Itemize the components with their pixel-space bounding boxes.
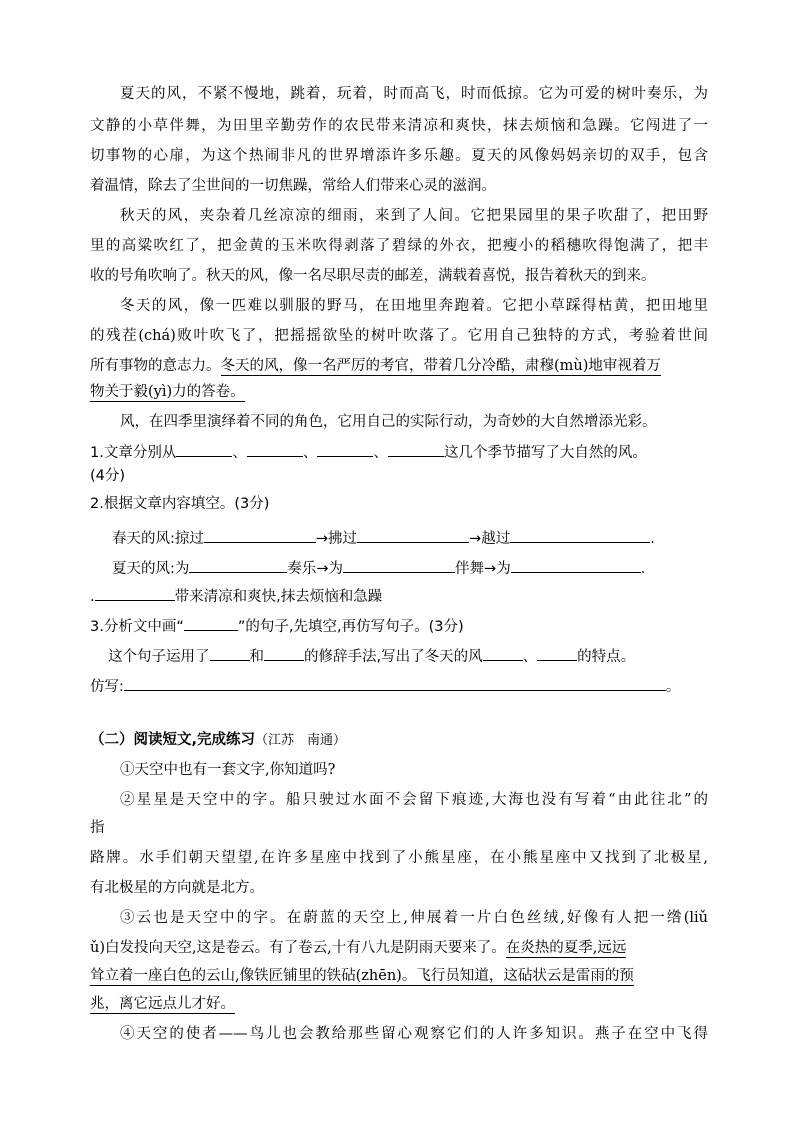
underlined-sentence: 物关于毅(yì)力的答卷。: [90, 384, 245, 400]
underlined-sentence: 耸立着一座白色的云山,像铁匠铺里的铁砧(zhēn)。飞行员知道，这砧状云是雷雨的预: [90, 968, 634, 984]
question-1: [90, 440, 708, 463]
q3-text: 和: [249, 649, 264, 665]
passage2-line: [90, 966, 708, 986]
passage2-line: [90, 938, 708, 958]
q3-text: 。: [665, 679, 681, 695]
separator: 、: [232, 445, 247, 461]
answer-blank[interactable]: [204, 526, 316, 543]
answer-blank[interactable]: [510, 526, 650, 543]
answer-blank[interactable]: [343, 556, 455, 573]
q2-text: →拂过: [315, 531, 358, 547]
passage-line: 里的高粱吹红了，把金黄的玉米吹得剥落了碧绿的外衣，把瘦小的稻穗吹得饱满了，把丰: [90, 238, 708, 254]
passage-line: [90, 356, 708, 376]
passage-line: 秋天的风，夹杂着几丝凉凉的细雨，来到了人间。它把果园里的果子吹甜了，把田野: [120, 208, 708, 224]
answer-blank[interactable]: [95, 584, 175, 601]
q3-text: ”的句子,先填空,再仿写句子。(3分): [237, 619, 464, 635]
answer-blank[interactable]: [511, 556, 641, 573]
underline-sample: [184, 614, 238, 631]
passage2-line: ③云也是天空中的字。在蔚蓝的天空上,伸展着一片白色丝绒,好像有人把一绺(liǔ: [120, 910, 708, 926]
answer-blank[interactable]: [357, 526, 469, 543]
q2-text: .: [90, 589, 95, 605]
passage2-line: ②星星是天空中的字。船只驶过水面不会留下痕迹,大海也没有写着“由此往北”的: [120, 792, 708, 808]
q1-text: 这几个季节描写了大自然的风。: [443, 445, 647, 461]
passage-line: 夏天的风，不紧不慢地，跳着，玩着，时而高飞，时而低掠。它为可爱的树叶奏乐，为: [120, 86, 708, 102]
passage-line: 文静的小草伴舞，为田里辛勤劳作的农民带来清凉和爽快，抹去烦恼和急躁。它闯进了一: [90, 118, 708, 134]
passage-line: 的残茬(chá)败叶吹飞了，把摇摇欲坠的树叶吹落了。它用自己独特的方式，考验着世间: [90, 328, 708, 344]
passage2-line: 指: [90, 820, 105, 836]
answer-blank[interactable]: [210, 644, 250, 661]
q3-text: 3.分析文中画“: [90, 619, 184, 635]
underlined-sentence: 冬天的风，像一名严厉的考官，带着几分冷酷，肃穆(mù)地审视着万: [220, 358, 661, 374]
section-source: （江苏 南通）: [255, 733, 347, 748]
passage2-line: ④天空的使者——鸟儿也会教给那些留心观察它们的人许多知识。燕子在空中飞得: [120, 1026, 708, 1042]
q2-label: 春天的风:掠过: [112, 531, 204, 547]
passage2-line: 路牌。水手们朝天望望,在许多星座中找到了小熊星座，在小熊星座中又找到了北极星,: [90, 850, 708, 866]
passage2-text: ǔ)白发投向天空,这是卷云。有了卷云,十有八九是阴雨天要来了。: [90, 940, 506, 956]
passage-line: [90, 382, 708, 402]
passage-line: 着温情，除去了尘世间的一切焦躁，常给人们带来心灵的滋润。: [90, 178, 496, 194]
passage2-line: 有北极星的方向就是北方。: [90, 880, 264, 896]
q3-label: 仿写:: [90, 679, 124, 695]
q2-label: 夏天的风:为: [112, 561, 190, 577]
separator: 、: [302, 445, 318, 461]
passage2-line: ①天空中也有一套文字,你知道吗?: [120, 762, 336, 778]
separator: 、: [373, 445, 388, 461]
answer-blank[interactable]: [189, 556, 287, 573]
answer-blank[interactable]: [388, 440, 444, 457]
q2-text: .: [640, 561, 646, 577]
q2-spring-row: [112, 526, 730, 549]
q1-score: (4分): [90, 468, 126, 484]
underlined-sentence: 兆，离它远点儿才好。: [90, 996, 235, 1012]
q2-text: 伴舞→为: [455, 561, 511, 577]
passage-line: 收的号角吹响了。秋天的风，像一名尽职尽责的邮差，满载着喜悦，报告着秋天的到来。: [90, 268, 656, 284]
q2-text: 带来清凉和爽快,抹去烦恼和急躁: [174, 589, 383, 605]
question-2-title: 2.根据文章内容填空。(3分): [90, 496, 270, 512]
passage-text: 所有事物的意志力。: [90, 358, 221, 374]
answer-blank[interactable]: [483, 644, 523, 661]
answer-blank[interactable]: [264, 644, 304, 661]
q2-summer-row: [112, 556, 730, 579]
section-2-heading: [90, 730, 708, 751]
passage-line: 风，在四季里演绎着不同的角色，它用自己的实际行动，为奇妙的大自然增添光彩。: [120, 414, 657, 430]
q3-imitate-row: [90, 674, 708, 697]
underlined-sentence: 在炎热的夏季,远远: [505, 940, 627, 956]
answer-blank[interactable]: [247, 440, 303, 457]
q2-text: →越过: [469, 531, 511, 547]
answer-blank[interactable]: [537, 644, 577, 661]
answer-blank[interactable]: [317, 440, 373, 457]
answer-blank[interactable]: [176, 440, 232, 457]
q3-text: 的特点。: [577, 649, 636, 665]
q2-text: .: [650, 531, 655, 547]
q3-text: 、: [522, 649, 538, 665]
section-title: （二）阅读短文,完成练习: [90, 732, 256, 748]
q3-fill-row: [108, 644, 726, 667]
imitation-answer-blank[interactable]: [124, 674, 666, 691]
question-3-title: [90, 614, 708, 637]
q3-text: 这个句子运用了: [108, 649, 210, 665]
q3-text: 的修辞手法,写出了冬天的风: [304, 649, 483, 665]
q1-text: 1.文章分别从: [90, 445, 177, 461]
q2-summer-row-2: [90, 584, 708, 607]
passage-line: 冬天的风，像一匹难以驯服的野马，在田地里奔跑着。它把小草踩得枯黄，把田地里: [120, 298, 708, 314]
passage-line: 切事物的心扉，为这个热闹非凡的世界增添许多乐趣。夏天的风像妈妈亲切的双手，包含: [90, 148, 708, 164]
passage2-line: [90, 994, 708, 1014]
q2-text: 奏乐→为: [287, 561, 344, 577]
